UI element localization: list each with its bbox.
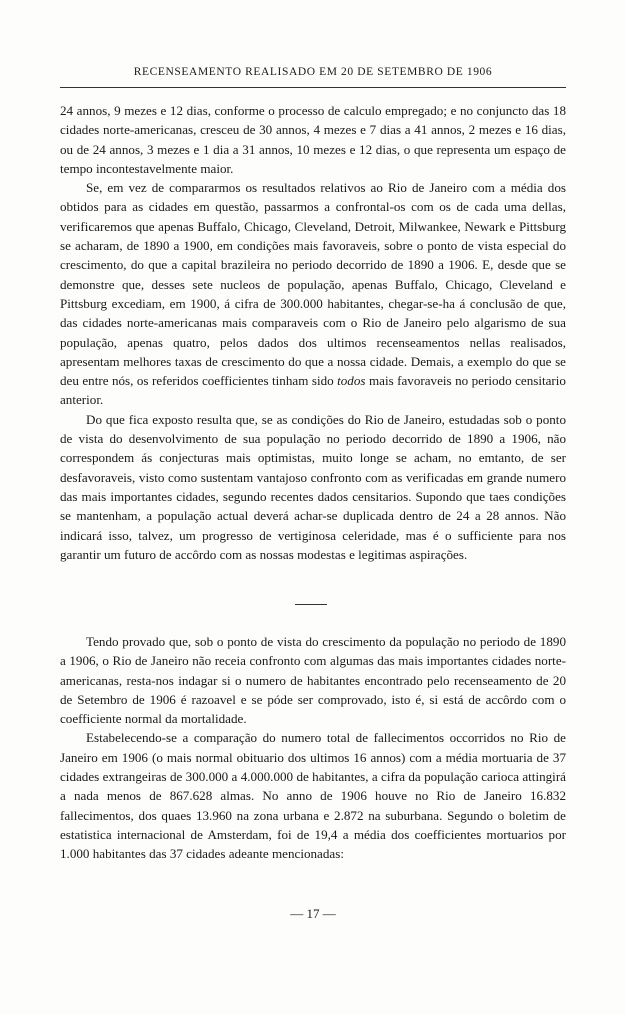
text-block-bottom xyxy=(60,632,566,864)
paragraph: Tendo provado que, sob o ponto de vista do crescimento da população no periodo de 1890 a 1906, o Rio de Janeiro não receia confronto com algumas das mais importantes cidades norte-americanas, resta-nos indagar si o numero de habitantes encontrado pelo recenseamento de 20 de Setembro de 1906 é razoavel e se póde ser comprovado, isto é, si está de accôrdo com o coefficiente normal da mortalidade. xyxy=(60,634,566,727)
text-block-top xyxy=(60,101,566,564)
paragraph: Estabelecendo-se a comparação do numero total de fallecimentos occorridos no Rio de Janeiro em 1906 (o mais normal obituario dos ultimos 16 annos) com a média mortuaria de 37 cidades extrangeiras de 300.000 a 4.000.000 de habitantes, a cifra da população carioca attingirá a nada menos de 867.628 almas. No anno de 1906 houve no Rio de Janeiro 16.832 fallecimentos, dos quaes 13.960 na zona urbana e 2.872 na suburbana. Segundo o boletim de estatistica internacional de Amsterdam, foi de 19,4 a média dos coefficientes mortuarios por 1.000 habitantes das 37 cidades adeante mencionadas: xyxy=(60,730,566,862)
paragraph: Do que fica exposto resulta que, se as condições do Rio de Janeiro, estudadas sob o ponto de vista do desenvolvimento de sua população no periodo decorrido de 1890 a 1906, não correspondem ás conjecturas mais optimistas, muito longe se acham, no emtanto, de ser desfavoraveis, visto como sustentam vantajoso confronto com as verificadas em grande numero das mais importantes cidades, segundo recentes dados censitarios. Supondo que taes condições se mantenham, a população actual deverá achar-se duplicada dentro de 24 a 28 annos. Não indicará isso, talvez, um progresso de vertiginosa celeridade, mas é o sufficiente para nos garantir um futuro de accôrdo com as nossas modestas e legitimas aspirações. xyxy=(60,411,566,562)
running-head: RECENSEAMENTO REALISADO EM 20 DE SETEMBRO DE 1906 xyxy=(133,66,493,78)
paragraph: Se, em vez de compararmos os resultados relativos ao Rio de Janeiro com a média dos obtidos para as cidades em questão, passarmos a confrontal-os com os de cada uma dellas, verificaremos que apenas Buffalo, Chicago, Cleveland, Detroit, Milwankee, Newark e Pittsburg se acharam, de 1890 a 1900, em condições mais favoraveis, sobre o ponto de vista especial do crescimento, do que a capital brazileira no periodo decorrido de 1890 a 1906. E, desde que se demonstre que, desses sete nucleos de população, apenas Buffalo, Chicago, Cleveland e Pittsburg excediam, em 1900, á cifra de 300.000 habitantes, chegar-se-ha á conclusão de que, das cidades norte-americanas mais comparaveis com o Rio de Janeiro pelo algarismo de sua população, apenas quatro, pelos dados dos ultimos recenseamentos nellas realisados, apresentam melhores taxas de crescimento do que a nossa cidade. Demais, a exemplo do que se deu entre nós, os referidos coefficientes tinham sido todos mais favoraveis no periodo censitario anterior. xyxy=(60,180,566,408)
running-head-rule xyxy=(60,87,566,88)
section-divider xyxy=(295,604,327,605)
page-number: — 17 — xyxy=(290,906,336,921)
paragraph: 24 annos, 9 mezes e 12 dias, conforme o processo de calculo empregado; e no conjuncto das 18 cidades norte-americanas, cresceu de 30 annos, 4 mezes e 7 dias a 41 annos, 2 mezes e 16 dias, ou de 24 annos, 3 mezes e 1 dia a 31 annos, 10 mezes e 12 dias, o que representa um espaço de tempo incontestavelmente maior. xyxy=(60,103,566,176)
emphasis: todos xyxy=(337,373,366,389)
